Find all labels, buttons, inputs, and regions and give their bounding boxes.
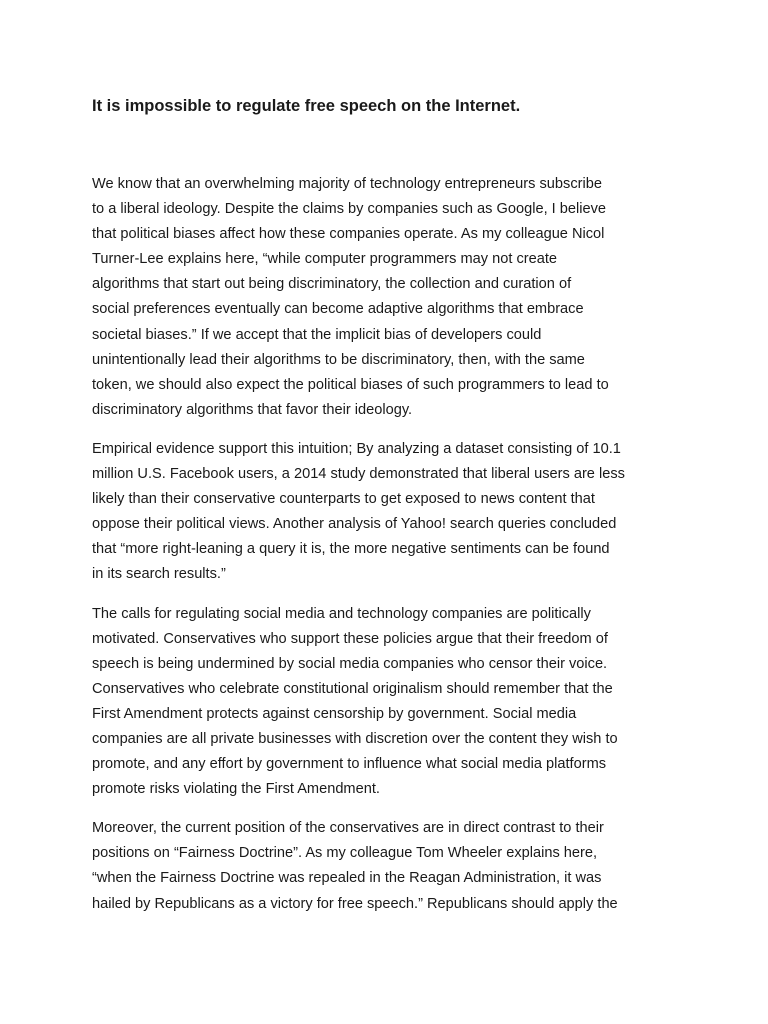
text-line: societal biases.” If we accept that the implicit bias of developers could <box>92 326 542 343</box>
text-line: discriminatory algorithms that favor their ideology. <box>92 401 413 418</box>
paragraph-4 <box>92 816 692 916</box>
text-line: Conservatives who celebrate constitutional originalism should remember that the <box>92 680 613 697</box>
paragraph-2 <box>92 437 692 588</box>
text-line: We know that an overwhelming majority of technology entrepreneurs subscribe <box>92 176 602 192</box>
text-line: unintentionally lead their algorithms to be discriminatory, then, with the same <box>92 351 585 368</box>
text-line: likely than their conservative counterparts to get exposed to news content that <box>92 491 595 508</box>
text-line: positions on “Fairness Doctrine”. As my colleague Tom Wheeler explains here, <box>92 845 598 862</box>
text-line: companies are all private businesses with discretion over the content they wish to <box>92 730 618 747</box>
text-line: “when the Fairness Doctrine was repealed in the Reagan Administration, it was <box>92 870 602 887</box>
text-line: Moreover, the current position of the conservatives are in direct contrast to their <box>92 820 604 837</box>
text-line: in its search results.” <box>92 566 226 583</box>
text-line: that political biases affect how these companies operate. As my colleague Nicol <box>92 226 605 243</box>
text-line: hailed by Republicans as a victory for free speech.” Republicans should apply the <box>92 895 618 912</box>
text-line: Turner-Lee explains here, “while computer programmers may not create <box>92 251 558 268</box>
text-line: Empirical evidence support this intuition; By analyzing a dataset consisting of 10.1 <box>92 440 621 457</box>
text-line: to a liberal ideology. Despite the claims by companies such as Google, I believe <box>92 201 607 218</box>
text-line: The calls for regulating social media and technology companies are politically <box>92 605 591 622</box>
text-line: First Amendment protects against censorship by government. Social media <box>92 705 577 722</box>
document-body <box>92 172 692 931</box>
text-line: social preferences eventually can become adaptive algorithms that embrace <box>92 301 584 318</box>
text-line: algorithms that start out being discriminatory, the collection and curation of <box>92 276 572 293</box>
paragraph-3 <box>92 602 692 803</box>
text-line: million U.S. Facebook users, a 2014 study demonstrated that liberal users are less <box>92 466 625 483</box>
text-line: promote, and any effort by government to influence what social media platforms <box>92 756 607 773</box>
text-line: token, we should also expect the political biases of such programmers to lead to <box>92 376 609 393</box>
text-line: that “more right-leaning a query it is, the more negative sentiments can be found <box>92 541 610 558</box>
text-line: motivated. Conservatives who support these policies argue that their freedom of <box>92 630 608 647</box>
document-title: It is impossible to regulate free speech on the Internet. <box>92 97 521 115</box>
text-line: oppose their political views. Another analysis of Yahoo! search queries concluded <box>92 516 617 533</box>
paragraph-1 <box>92 172 692 423</box>
text-line: promote risks violating the First Amendment. <box>92 781 380 798</box>
text-line: speech is being undermined by social media companies who censor their voice. <box>92 655 608 672</box>
